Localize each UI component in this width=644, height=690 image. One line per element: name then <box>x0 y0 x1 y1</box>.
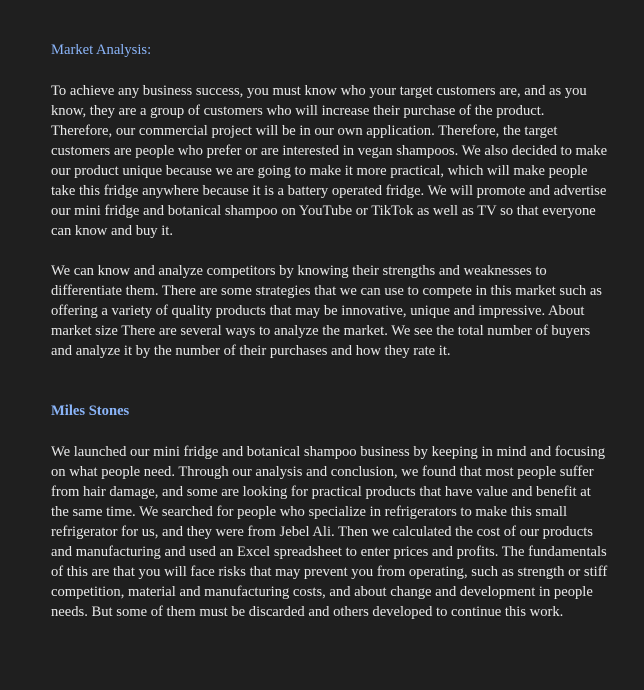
market-analysis-heading: Market Analysis: <box>51 42 152 58</box>
market-analysis-paragraph-2: We can know and analyze competitors by knowing their strengths and weaknesses to differentiate them. There are some strategies that we can use to compete in this market such as offering a variety of quality products that may be innovative, unique and impressive. About market size There are several ways to analyze the market. We see the total number of buyers and analyze it by the number of their purchases and how they rate it. <box>51 263 602 359</box>
milestones-heading: Miles Stones <box>51 403 130 419</box>
milestones-paragraph-1: We launched our mini fridge and botanical shampoo business by keeping in mind and focusing on what people need. Through our analysis and conclusion, we found that most people suffer from hair damage, and some are looking for practical products that have value and benefit at the same time. We searched for people who specialize in refrigerators to make this small refrigerator for us, and they were from Jebel Ali. Then we calculated the cost of our products and manufacturing and used an Excel spreadsheet to enter prices and profits. The fundamentals of this are that you will face risks that may prevent you from operating, such as strength or stiff competition, material and manufacturing costs, and about change and development in people needs. But some of them must be discarded and others developed to continue this work. <box>51 444 608 620</box>
section-spacer <box>51 381 608 401</box>
market-analysis-paragraph-1: To achieve any business success, you must know who your target customers are, and as you know, they are a group of customers who will increase their purchase of the product. Therefore, our commercial project will be in our own application. Therefore, the target customers are people who prefer or are interested in vegan shampoos. We also decided to make our product unique because we are going to make it more practical, which will make people take this fridge anywhere because it is a battery operated fridge. We will promote and advertise our mini fridge and botanical shampoo on YouTube or TikTok as well as TV so that everyone can know and buy it. <box>51 83 608 239</box>
